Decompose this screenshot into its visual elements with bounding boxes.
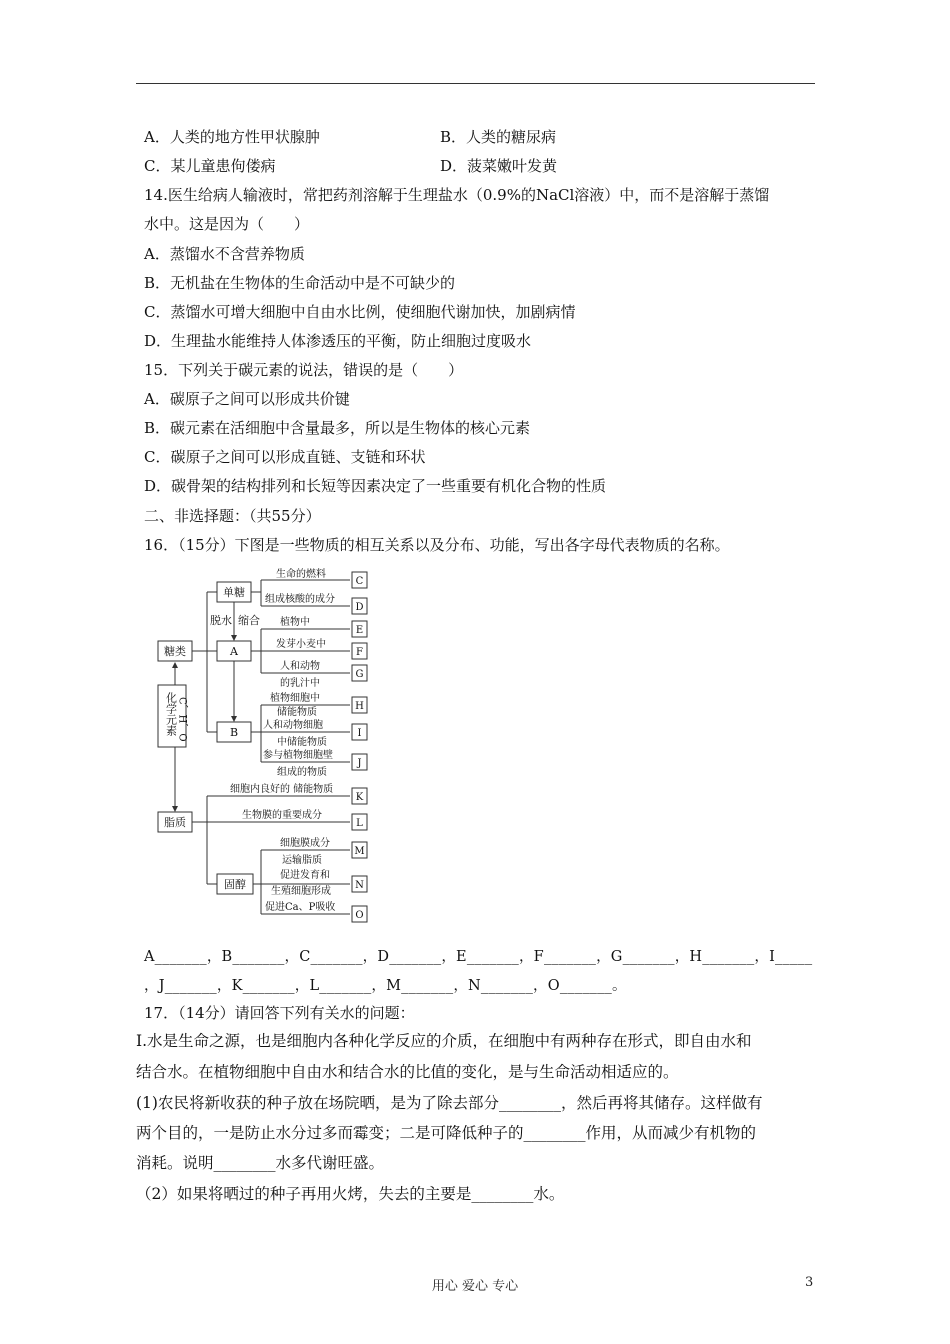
root-text: 化学元素 <box>164 692 178 736</box>
letter-l: L <box>356 818 363 829</box>
letter-f: F <box>356 647 363 658</box>
q15-option-a: A．碳原子之间可以形成共价键 <box>144 390 350 408</box>
condense-text: 缩合 <box>238 614 260 627</box>
q14-stem-line2: 水中。这是因为（ ） <box>144 215 310 233</box>
label-c: 生命的燃料 <box>276 569 326 580</box>
node-b-text: B <box>229 726 239 739</box>
q14-option-a: A．蒸馏水不含营养物质 <box>144 245 305 263</box>
label-n2: 生殖细胞形成 <box>271 886 331 897</box>
letter-j: J <box>357 758 362 769</box>
section-2-heading: 二、非选择题：（共55分） <box>144 507 321 525</box>
label-l: 生物膜的重要成分 <box>242 810 322 821</box>
label-k: 细胞内良好的 储能物质 <box>230 784 334 795</box>
letter-k: K <box>355 792 364 803</box>
letter-d: D <box>355 602 364 613</box>
label-i2: 中储能物质 <box>277 737 327 748</box>
q17-stem: 17．（14分）请回答下列有关水的问题： <box>144 1004 415 1022</box>
q16-answer-line1: A_______，B_______，C_______，D_______，E_______，F_______，G_______，H_______，I_____ <box>144 949 813 965</box>
letter-e: E <box>355 625 364 636</box>
letter-o: O <box>355 910 364 921</box>
label-j2: 组成的物质 <box>277 767 327 778</box>
q13-option-b: B．人类的糖尿病 <box>440 128 557 146</box>
label-j1: 参与植物细胞壁 <box>263 750 333 761</box>
q17-part1-line2: 结合水。在植物细胞中自由水和结合水的比值的变化，是与生命活动相适应的。 <box>136 1063 679 1081</box>
label-h2: 储能物质 <box>277 707 317 718</box>
label-d: 组成核酸的成分 <box>265 594 335 605</box>
label-m2: 运输脂质 <box>282 855 322 866</box>
letter-g: G <box>355 669 364 680</box>
sterol-text: 固醇 <box>224 878 246 891</box>
q15-option-d: D．碳骨架的结构排列和长短等因素决定了一些重要有机化合物的性质 <box>144 477 607 495</box>
label-e: 植物中 <box>280 617 310 628</box>
label-i1: 人和动物细胞 <box>263 720 323 731</box>
q14-option-b: B．无机盐在生物体的生命活动中是不可缺少的 <box>144 274 456 292</box>
q16-answer-line2: ，J_______，K_______，L_______，M_______，N_______，O_______。 <box>144 978 627 994</box>
sugar-text: 糖类 <box>164 645 186 658</box>
q17-sub2: （2）如果将晒过的种子再用火烤，失去的主要是________水。 <box>136 1185 565 1203</box>
lipid-text: 脂质 <box>164 816 186 829</box>
q14-option-c: C．蒸馏水可增大细胞中自由水比例，使细胞代谢加快，加剧病情 <box>144 303 576 321</box>
q17-sub1-line3: 消耗。说明________水多代谢旺盛。 <box>136 1154 385 1172</box>
label-o: 促进Ca、P吸收 <box>265 902 336 913</box>
letter-n: N <box>355 880 364 891</box>
q15-option-b: B．碳元素在活细胞中含量最多，所以是生物体的核心元素 <box>144 419 531 437</box>
label-f: 发芽小麦中 <box>276 639 326 650</box>
letter-h: H <box>355 701 364 712</box>
q16-stem: 16．（15分）下图是一些物质的相互关系以及分布、功能，写出各字母代表物质的名称。 <box>144 536 730 554</box>
q17-sub1-line2: 两个目的，一是防止水分过多而霉变；二是可降低种子的________作用，从而减少有机物的 <box>136 1124 757 1142</box>
q13-option-a: A．人类的地方性甲状腺肿 <box>144 128 320 146</box>
letter-c: C <box>355 576 364 587</box>
q17-part1-line1: Ⅰ.水是生命之源，也是细胞内各种化学反应的介质，在细胞中有两种存在形式，即自由水和 <box>136 1032 752 1050</box>
root-sub-text: C、H、O <box>176 697 188 742</box>
q15-option-c: C．碳原子之间可以形成直链、支链和环状 <box>144 448 426 466</box>
label-n1: 促进发育和 <box>280 870 330 881</box>
label-g2: 的乳汁中 <box>280 678 320 689</box>
q13-option-d: D．菠菜嫩叶发黄 <box>440 157 558 175</box>
monosaccharide-text: 单糖 <box>223 586 245 599</box>
dehydrate-text: 脱水 <box>210 614 232 627</box>
page-number: 3 <box>805 1275 814 1290</box>
letter-m: M <box>354 846 365 857</box>
q14-option-d: D．生理盐水能维持人体渗透压的平衡，防止细胞过度吸水 <box>144 332 532 350</box>
q17-sub1-line1: (1)农民将新收获的种子放在场院晒，是为了除去部分________，然后再将其储存。这样做有 <box>136 1094 763 1112</box>
q15-stem: 15．下列关于碳元素的说法，错误的是（ ） <box>144 361 464 379</box>
label-m1: 细胞膜成分 <box>280 838 330 849</box>
label-g1: 人和动物 <box>280 661 320 672</box>
letter-i: I <box>357 728 362 739</box>
page-footer: 用心 爱心 专心 <box>431 1279 519 1294</box>
q14-stem-line1: 14.医生给病人输液时，常把药剂溶解于生理盐水（0.9%的NaCl溶液）中，而不是溶解于蒸馏 <box>144 186 770 204</box>
node-a-text: A <box>230 645 238 658</box>
q13-option-c: C．某儿童患佝偻病 <box>144 157 276 175</box>
label-h1: 植物细胞中 <box>270 693 320 704</box>
